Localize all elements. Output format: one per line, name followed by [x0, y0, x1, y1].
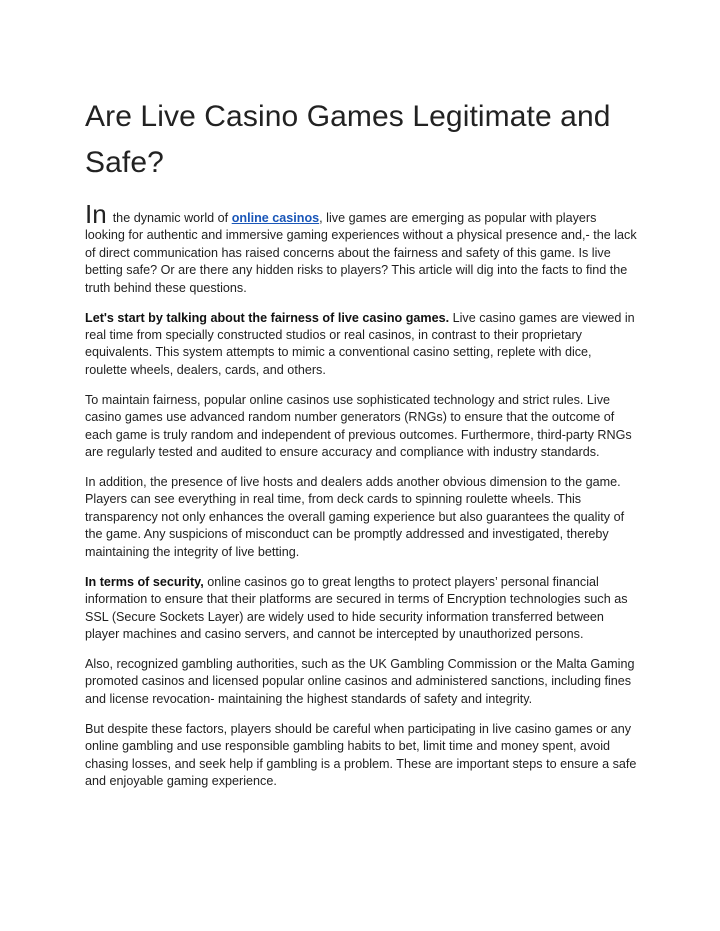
document-body	[85, 94, 637, 790]
fairness-lead: Let's start by talking about the fairness of live casino games.	[85, 310, 450, 325]
security-paragraph	[85, 574, 637, 644]
responsible-gambling-paragraph: But despite these factors, players should be careful when participating in live casino games or any online gambling and use responsible gambling habits to bet, limit time and money spent, avoid chasing losses, and seek help if gambling is a problem. These are important steps to ensure a safe and enjoyable gaming experience.	[85, 721, 637, 788]
online-casinos-link[interactable]: online casinos	[231, 211, 320, 225]
intro-paragraph	[85, 199, 637, 297]
security-text: online casinos go to great lengths to protect players’ personal financial information to ensure that their platforms are secured in terms of Encryption technologies such as SSL (Secure Sockets Layer) are widely used to hide security information transferred between player machines and casino servers, and cannot be intercepted by unauthorized persons.	[85, 574, 628, 641]
page-title: Are Live Casino Games Legitimate and Safe?	[85, 100, 611, 179]
intro-text-rest: , live games are emerging as popular with players looking for authentic and immersive gaming experiences without a physical presence and,- the lack of direct communication has raised concerns about the fairness and safety of this game. Is live betting safe? Or are there any hidden risks to players? This article will dig into the facts to find the truth behind these questions.	[85, 211, 637, 295]
authorities-paragraph: Also, recognized gambling authorities, such as the UK Gambling Commission or the Malta Gaming promoted casinos and licensed popular online casinos and administered sanctions, including fines and license revocation- maintaining the highest standards of safety and integrity.	[85, 656, 635, 706]
drop-cap: In	[85, 199, 107, 229]
intro-text-start: the dynamic world of	[112, 211, 232, 225]
fairness-paragraph	[85, 310, 637, 380]
fairness-text: Live casino games are viewed in real time from specially constructed studios or real casinos, in contrast to their proprietary equivalents. This system attempts to mimic a conventional casino setting, replete with dice, roulette wheels, dealers, cards, and others.	[85, 310, 635, 377]
rng-paragraph: To maintain fairness, popular online casinos use sophisticated technology and strict rules. Live casino games use advanced random number generators (RNGs) to ensure that the outcome of each game is truly random and independent of previous outcomes. Furthermore, third-party RNGs are regularly tested and audited to ensure accuracy and compliance with industry standards.	[85, 392, 632, 460]
live-hosts-paragraph: In addition, the presence of live hosts and dealers adds another obvious dimension to the game. Players can see everything in real time, from deck cards to spinning roulette wheels. This transparency not only enhances the overall gaming experience but also guarantees the quality of the game. Any suspicions of misconduct can be promptly addressed and investigated, thereby maintaining the integrity of live betting.	[85, 475, 625, 559]
security-lead: In terms of security,	[85, 574, 204, 589]
